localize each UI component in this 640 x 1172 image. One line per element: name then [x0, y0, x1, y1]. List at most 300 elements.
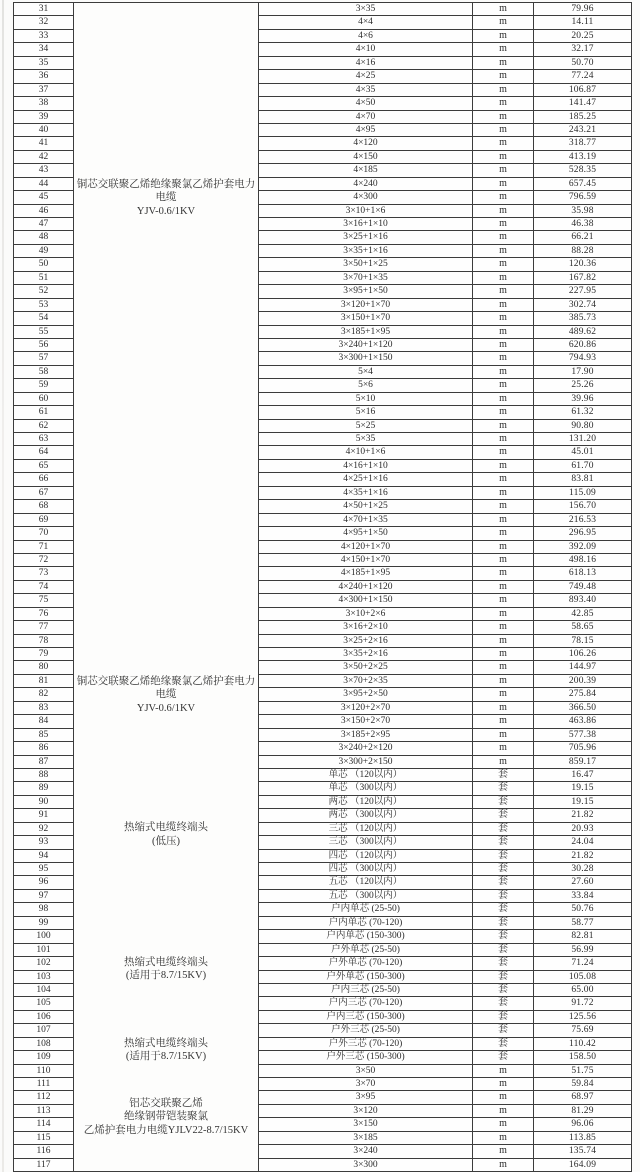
description-line: (适用于8.7/15KV): [125, 1051, 207, 1063]
spec-cell: 4×25: [259, 70, 473, 83]
spec-cell: 3×185+1×95: [259, 325, 473, 338]
spec-cell: 户内单芯 (150-300): [259, 930, 473, 943]
row-number-cell: 36: [14, 70, 74, 83]
row-number-cell: 44: [14, 177, 74, 190]
row-number-cell: 109: [14, 1051, 74, 1064]
spec-cell: 4×185: [259, 164, 473, 177]
description-text: [74, 768, 258, 901]
unit-cell: 套: [473, 970, 534, 983]
price-cell: 131.20: [534, 433, 632, 446]
description-line: YJV-0.6/1KV: [136, 702, 196, 714]
row-number-cell: 31: [14, 3, 74, 16]
row-number-cell: 33: [14, 29, 74, 42]
price-cell: 200.39: [534, 674, 632, 687]
unit-cell: 套: [473, 1024, 534, 1037]
spec-cell: 4×25+1×16: [259, 473, 473, 486]
spec-cell: 3×35+2×16: [259, 648, 473, 661]
unit-cell: m: [473, 419, 534, 432]
row-number-cell: 81: [14, 674, 74, 687]
price-cell: 185.25: [534, 110, 632, 123]
row-number-cell: 77: [14, 621, 74, 634]
price-cell: 59.84: [534, 1078, 632, 1091]
description-line: 铜芯交联聚乙烯绝缘聚氯乙烯护套电力: [76, 676, 256, 687]
unit-cell: 套: [473, 782, 534, 795]
unit-cell: m: [473, 191, 534, 204]
spec-cell: 户外三芯 (150-300): [259, 1051, 473, 1064]
description-line: 电缆: [155, 192, 177, 204]
row-number-cell: 93: [14, 836, 74, 849]
price-cell: 39.96: [534, 392, 632, 405]
spec-cell: 4×240: [259, 177, 473, 190]
price-cell: 19.15: [534, 782, 632, 795]
price-cell: 91.72: [534, 997, 632, 1010]
unit-cell: 套: [473, 957, 534, 970]
unit-cell: 套: [473, 1051, 534, 1064]
row-number-cell: 94: [14, 849, 74, 862]
spec-cell: 3×150+2×70: [259, 715, 473, 728]
unit-cell: m: [473, 43, 534, 56]
row-number-cell: 53: [14, 298, 74, 311]
price-cell: 58.65: [534, 621, 632, 634]
price-cell: 17.90: [534, 365, 632, 378]
price-cell: 796.59: [534, 191, 632, 204]
spec-cell: 户外单芯 (70-120): [259, 957, 473, 970]
unit-cell: m: [473, 298, 534, 311]
spec-cell: 4×70+1×35: [259, 513, 473, 526]
description-text: [74, 1037, 258, 1064]
spec-cell: 3×25+2×16: [259, 634, 473, 647]
spec-cell: 3×95+1×50: [259, 285, 473, 298]
spec-cell: 三芯 （300以内）: [259, 836, 473, 849]
row-number-cell: 76: [14, 607, 74, 620]
unit-cell: 套: [473, 916, 534, 929]
row-number-cell: 41: [14, 137, 74, 150]
description-text: [74, 178, 258, 218]
spec-cell: 户外单芯 (25-50): [259, 943, 473, 956]
row-number-cell: 71: [14, 540, 74, 553]
row-number-cell: 83: [14, 701, 74, 714]
unit-cell: m: [473, 1145, 534, 1158]
row-number-cell: 117: [14, 1158, 74, 1171]
price-cell: 20.25: [534, 29, 632, 42]
unit-cell: m: [473, 621, 534, 634]
row-number-cell: 68: [14, 500, 74, 513]
price-cell: 50.76: [534, 903, 632, 916]
price-cell: 296.95: [534, 527, 632, 540]
row-number-cell: 108: [14, 1037, 74, 1050]
spec-cell: 户外三芯 (25-50): [259, 1024, 473, 1037]
row-number-cell: 52: [14, 285, 74, 298]
unit-cell: m: [473, 150, 534, 163]
spec-cell: 3×50+2×25: [259, 661, 473, 674]
unit-cell: m: [473, 285, 534, 298]
spec-cell: 4×185+1×95: [259, 567, 473, 580]
price-cell: 79.96: [534, 3, 632, 16]
row-number-cell: 46: [14, 204, 74, 217]
unit-cell: m: [473, 1104, 534, 1117]
price-cell: 61.70: [534, 459, 632, 472]
price-cell: 96.06: [534, 1118, 632, 1131]
spec-cell: 4×120+1×70: [259, 540, 473, 553]
price-cell: 25.26: [534, 379, 632, 392]
price-cell: 19.15: [534, 795, 632, 808]
price-cell: 366.50: [534, 701, 632, 714]
price-cell: 498.16: [534, 553, 632, 566]
price-cell: 51.75: [534, 1064, 632, 1077]
price-cell: 302.74: [534, 298, 632, 311]
row-number-cell: 106: [14, 1010, 74, 1023]
unit-cell: m: [473, 1091, 534, 1104]
price-cell: 749.48: [534, 580, 632, 593]
spec-cell: 3×70: [259, 1078, 473, 1091]
price-cell: 489.62: [534, 325, 632, 338]
spec-cell: 户内单芯 (25-50): [259, 903, 473, 916]
spec-cell: 4×16: [259, 56, 473, 69]
spec-cell: 3×50: [259, 1064, 473, 1077]
spec-cell: 3×185: [259, 1131, 473, 1144]
price-cell: 78.15: [534, 634, 632, 647]
row-number-cell: 78: [14, 634, 74, 647]
spec-cell: 3×35+1×16: [259, 244, 473, 257]
description-line: 电缆: [155, 689, 177, 701]
unit-cell: m: [473, 540, 534, 553]
unit-cell: m: [473, 271, 534, 284]
price-cell: 24.04: [534, 836, 632, 849]
row-number-cell: 34: [14, 43, 74, 56]
spec-cell: 3×120+2×70: [259, 701, 473, 714]
unit-cell: m: [473, 1158, 534, 1171]
unit-cell: 套: [473, 889, 534, 902]
table-row: [14, 768, 632, 781]
description-text: [74, 956, 258, 983]
price-cell: 106.87: [534, 83, 632, 96]
price-cell: 167.82: [534, 271, 632, 284]
unit-cell: m: [473, 231, 534, 244]
unit-cell: m: [473, 473, 534, 486]
price-cell: 463.86: [534, 715, 632, 728]
unit-cell: m: [473, 433, 534, 446]
unit-cell: m: [473, 1131, 534, 1144]
price-cell: 135.74: [534, 1145, 632, 1158]
row-number-cell: 69: [14, 513, 74, 526]
unit-cell: m: [473, 527, 534, 540]
price-cell: 50.70: [534, 56, 632, 69]
row-number-cell: 58: [14, 365, 74, 378]
row-number-cell: 112: [14, 1091, 74, 1104]
unit-cell: 套: [473, 930, 534, 943]
price-cell: 21.82: [534, 809, 632, 822]
price-cell: 893.40: [534, 594, 632, 607]
cable-price-table: [13, 2, 632, 1172]
unit-cell: m: [473, 406, 534, 419]
spec-cell: 4×50: [259, 97, 473, 110]
unit-cell: m: [473, 244, 534, 257]
price-cell: 620.86: [534, 338, 632, 351]
spec-cell: 3×120+1×70: [259, 298, 473, 311]
row-number-cell: 95: [14, 863, 74, 876]
price-cell: 528.35: [534, 164, 632, 177]
spec-cell: 4×300+1×150: [259, 594, 473, 607]
unit-cell: 套: [473, 1010, 534, 1023]
spec-cell: 3×70+2×35: [259, 674, 473, 687]
spec-cell: 4×300: [259, 191, 473, 204]
row-number-cell: 60: [14, 392, 74, 405]
table-row: [14, 903, 632, 916]
description-line: 绝缘钢带铠装聚氯: [124, 1111, 208, 1123]
description-line: (适用于8.7/15KV): [125, 970, 207, 982]
price-cell: 88.28: [534, 244, 632, 257]
row-number-cell: 37: [14, 83, 74, 96]
row-number-cell: 102: [14, 957, 74, 970]
unit-cell: m: [473, 3, 534, 16]
row-number-cell: 54: [14, 312, 74, 325]
spec-cell: 3×95+2×50: [259, 688, 473, 701]
row-number-cell: 85: [14, 728, 74, 741]
row-number-cell: 80: [14, 661, 74, 674]
spec-cell: 两芯 （120以内）: [259, 795, 473, 808]
description-line: YJV-0.6/1KV: [136, 205, 196, 217]
spec-cell: 4×10: [259, 43, 473, 56]
unit-cell: m: [473, 258, 534, 271]
price-cell: 227.95: [534, 285, 632, 298]
unit-cell: m: [473, 204, 534, 217]
row-number-cell: 91: [14, 809, 74, 822]
unit-cell: m: [473, 352, 534, 365]
row-number-cell: 88: [14, 768, 74, 781]
price-cell: 16.47: [534, 768, 632, 781]
row-number-cell: 114: [14, 1118, 74, 1131]
row-number-cell: 59: [14, 379, 74, 392]
spec-cell: 4×70: [259, 110, 473, 123]
row-number-cell: 38: [14, 97, 74, 110]
description-cell: [74, 903, 259, 1064]
spec-cell: 单芯 （120以内）: [259, 768, 473, 781]
spec-cell: 4×35+1×16: [259, 486, 473, 499]
row-number-cell: 72: [14, 553, 74, 566]
spec-cell: 4×240+1×120: [259, 580, 473, 593]
row-number-cell: 104: [14, 983, 74, 996]
price-cell: 42.85: [534, 607, 632, 620]
unit-cell: m: [473, 674, 534, 687]
description-line: 铝芯交联聚乙烯: [129, 1097, 203, 1109]
price-cell: 56.99: [534, 943, 632, 956]
unit-cell: m: [473, 688, 534, 701]
row-number-cell: 67: [14, 486, 74, 499]
spec-cell: 3×150: [259, 1118, 473, 1131]
spec-cell: 五芯 （300以内）: [259, 889, 473, 902]
price-cell: 392.09: [534, 540, 632, 553]
price-cell: 81.29: [534, 1104, 632, 1117]
row-number-cell: 55: [14, 325, 74, 338]
spec-cell: 3×16+2×10: [259, 621, 473, 634]
unit-cell: m: [473, 83, 534, 96]
spec-cell: 5×35: [259, 433, 473, 446]
price-cell: 158.50: [534, 1051, 632, 1064]
row-number-cell: 79: [14, 648, 74, 661]
spec-cell: 户内单芯 (70-120): [259, 916, 473, 929]
unit-cell: m: [473, 123, 534, 136]
unit-cell: 套: [473, 822, 534, 835]
spec-cell: 户内三芯 (70-120): [259, 997, 473, 1010]
unit-cell: m: [473, 701, 534, 714]
spec-cell: 单芯 （300以内）: [259, 782, 473, 795]
spec-cell: 3×35: [259, 3, 473, 16]
spec-cell: 4×35: [259, 83, 473, 96]
row-number-cell: 96: [14, 876, 74, 889]
unit-cell: m: [473, 459, 534, 472]
description-cell: [74, 3, 259, 769]
spec-cell: 3×240+2×120: [259, 742, 473, 755]
price-cell: 65.00: [534, 983, 632, 996]
scan-edge-artifact: [2, 0, 4, 1172]
spec-cell: 4×4: [259, 16, 473, 29]
price-cell: 859.17: [534, 755, 632, 768]
unit-cell: m: [473, 379, 534, 392]
price-cell: 164.09: [534, 1158, 632, 1171]
price-cell: 66.21: [534, 231, 632, 244]
price-cell: 385.73: [534, 312, 632, 325]
row-number-cell: 47: [14, 218, 74, 231]
price-cell: 275.84: [534, 688, 632, 701]
spec-cell: 5×10: [259, 392, 473, 405]
unit-cell: m: [473, 97, 534, 110]
row-number-cell: 74: [14, 580, 74, 593]
description-cell: [74, 1064, 259, 1172]
price-cell: 71.24: [534, 957, 632, 970]
price-cell: 46.38: [534, 218, 632, 231]
unit-cell: m: [473, 553, 534, 566]
row-number-cell: 35: [14, 56, 74, 69]
row-number-cell: 101: [14, 943, 74, 956]
unit-cell: m: [473, 164, 534, 177]
row-number-cell: 51: [14, 271, 74, 284]
unit-cell: m: [473, 580, 534, 593]
row-number-cell: 75: [14, 594, 74, 607]
row-number-cell: 116: [14, 1145, 74, 1158]
description-line: 热缩式电缆终端头: [124, 956, 208, 968]
row-number-cell: 43: [14, 164, 74, 177]
spec-cell: 四芯 （120以内）: [259, 849, 473, 862]
price-cell: 705.96: [534, 742, 632, 755]
spec-cell: 3×10+1×6: [259, 204, 473, 217]
spec-cell: 4×95: [259, 123, 473, 136]
spec-cell: 3×300: [259, 1158, 473, 1171]
price-cell: 77.24: [534, 70, 632, 83]
row-number-cell: 56: [14, 338, 74, 351]
price-cell: 83.81: [534, 473, 632, 486]
price-cell: 106.26: [534, 648, 632, 661]
spec-cell: 5×6: [259, 379, 473, 392]
row-number-cell: 39: [14, 110, 74, 123]
unit-cell: m: [473, 607, 534, 620]
price-cell: 413.19: [534, 150, 632, 163]
spec-cell: 4×150: [259, 150, 473, 163]
unit-cell: m: [473, 16, 534, 29]
spec-cell: 户内三芯 (25-50): [259, 983, 473, 996]
row-number-cell: 63: [14, 433, 74, 446]
unit-cell: 套: [473, 983, 534, 996]
unit-cell: 套: [473, 768, 534, 781]
price-cell: 113.85: [534, 1131, 632, 1144]
unit-cell: m: [473, 567, 534, 580]
price-cell: 61.32: [534, 406, 632, 419]
price-cell: 156.70: [534, 500, 632, 513]
price-cell: 577.38: [534, 728, 632, 741]
row-number-cell: 87: [14, 755, 74, 768]
unit-cell: 套: [473, 795, 534, 808]
price-cell: 657.45: [534, 177, 632, 190]
unit-cell: 套: [473, 809, 534, 822]
spec-cell: 5×16: [259, 406, 473, 419]
price-cell: 45.01: [534, 446, 632, 459]
description-text: [74, 1064, 258, 1170]
row-number-cell: 70: [14, 527, 74, 540]
unit-cell: 套: [473, 863, 534, 876]
row-number-cell: 49: [14, 244, 74, 257]
row-number-cell: 82: [14, 688, 74, 701]
spec-cell: 3×25+1×16: [259, 231, 473, 244]
row-number-cell: 107: [14, 1024, 74, 1037]
row-number-cell: 113: [14, 1104, 74, 1117]
spec-cell: 户外单芯 (150-300): [259, 970, 473, 983]
unit-cell: m: [473, 325, 534, 338]
price-cell: 120.36: [534, 258, 632, 271]
unit-cell: m: [473, 1118, 534, 1131]
price-cell: 14.11: [534, 16, 632, 29]
spec-cell: 4×6: [259, 29, 473, 42]
unit-cell: m: [473, 634, 534, 647]
row-number-cell: 86: [14, 742, 74, 755]
table-row: [14, 1064, 632, 1077]
price-cell: 618.13: [534, 567, 632, 580]
row-number-cell: 100: [14, 930, 74, 943]
description-line: 热缩式电缆终端头: [124, 1037, 208, 1049]
row-number-cell: 40: [14, 123, 74, 136]
price-cell: 110.42: [534, 1037, 632, 1050]
unit-cell: m: [473, 312, 534, 325]
spec-cell: 5×25: [259, 419, 473, 432]
unit-cell: 套: [473, 876, 534, 889]
unit-cell: m: [473, 594, 534, 607]
unit-cell: m: [473, 70, 534, 83]
description-cell: [74, 768, 259, 902]
unit-cell: 套: [473, 997, 534, 1010]
spec-cell: 4×16+1×10: [259, 459, 473, 472]
row-number-cell: 45: [14, 191, 74, 204]
spec-cell: 3×70+1×35: [259, 271, 473, 284]
row-number-cell: 115: [14, 1131, 74, 1144]
unit-cell: m: [473, 392, 534, 405]
description-text: [74, 675, 258, 715]
spec-cell: 3×150+1×70: [259, 312, 473, 325]
spec-cell: 5×4: [259, 365, 473, 378]
spec-cell: 3×240: [259, 1145, 473, 1158]
row-number-cell: 48: [14, 231, 74, 244]
unit-cell: 套: [473, 836, 534, 849]
row-number-cell: 84: [14, 715, 74, 728]
price-cell: 243.21: [534, 123, 632, 136]
price-cell: 216.53: [534, 513, 632, 526]
price-cell: 318.77: [534, 137, 632, 150]
spec-cell: 3×240+1×120: [259, 338, 473, 351]
row-number-cell: 50: [14, 258, 74, 271]
row-number-cell: 111: [14, 1078, 74, 1091]
unit-cell: m: [473, 137, 534, 150]
unit-cell: m: [473, 1064, 534, 1077]
price-cell: 105.08: [534, 970, 632, 983]
unit-cell: 套: [473, 1037, 534, 1050]
description-line: (低压): [152, 835, 180, 847]
